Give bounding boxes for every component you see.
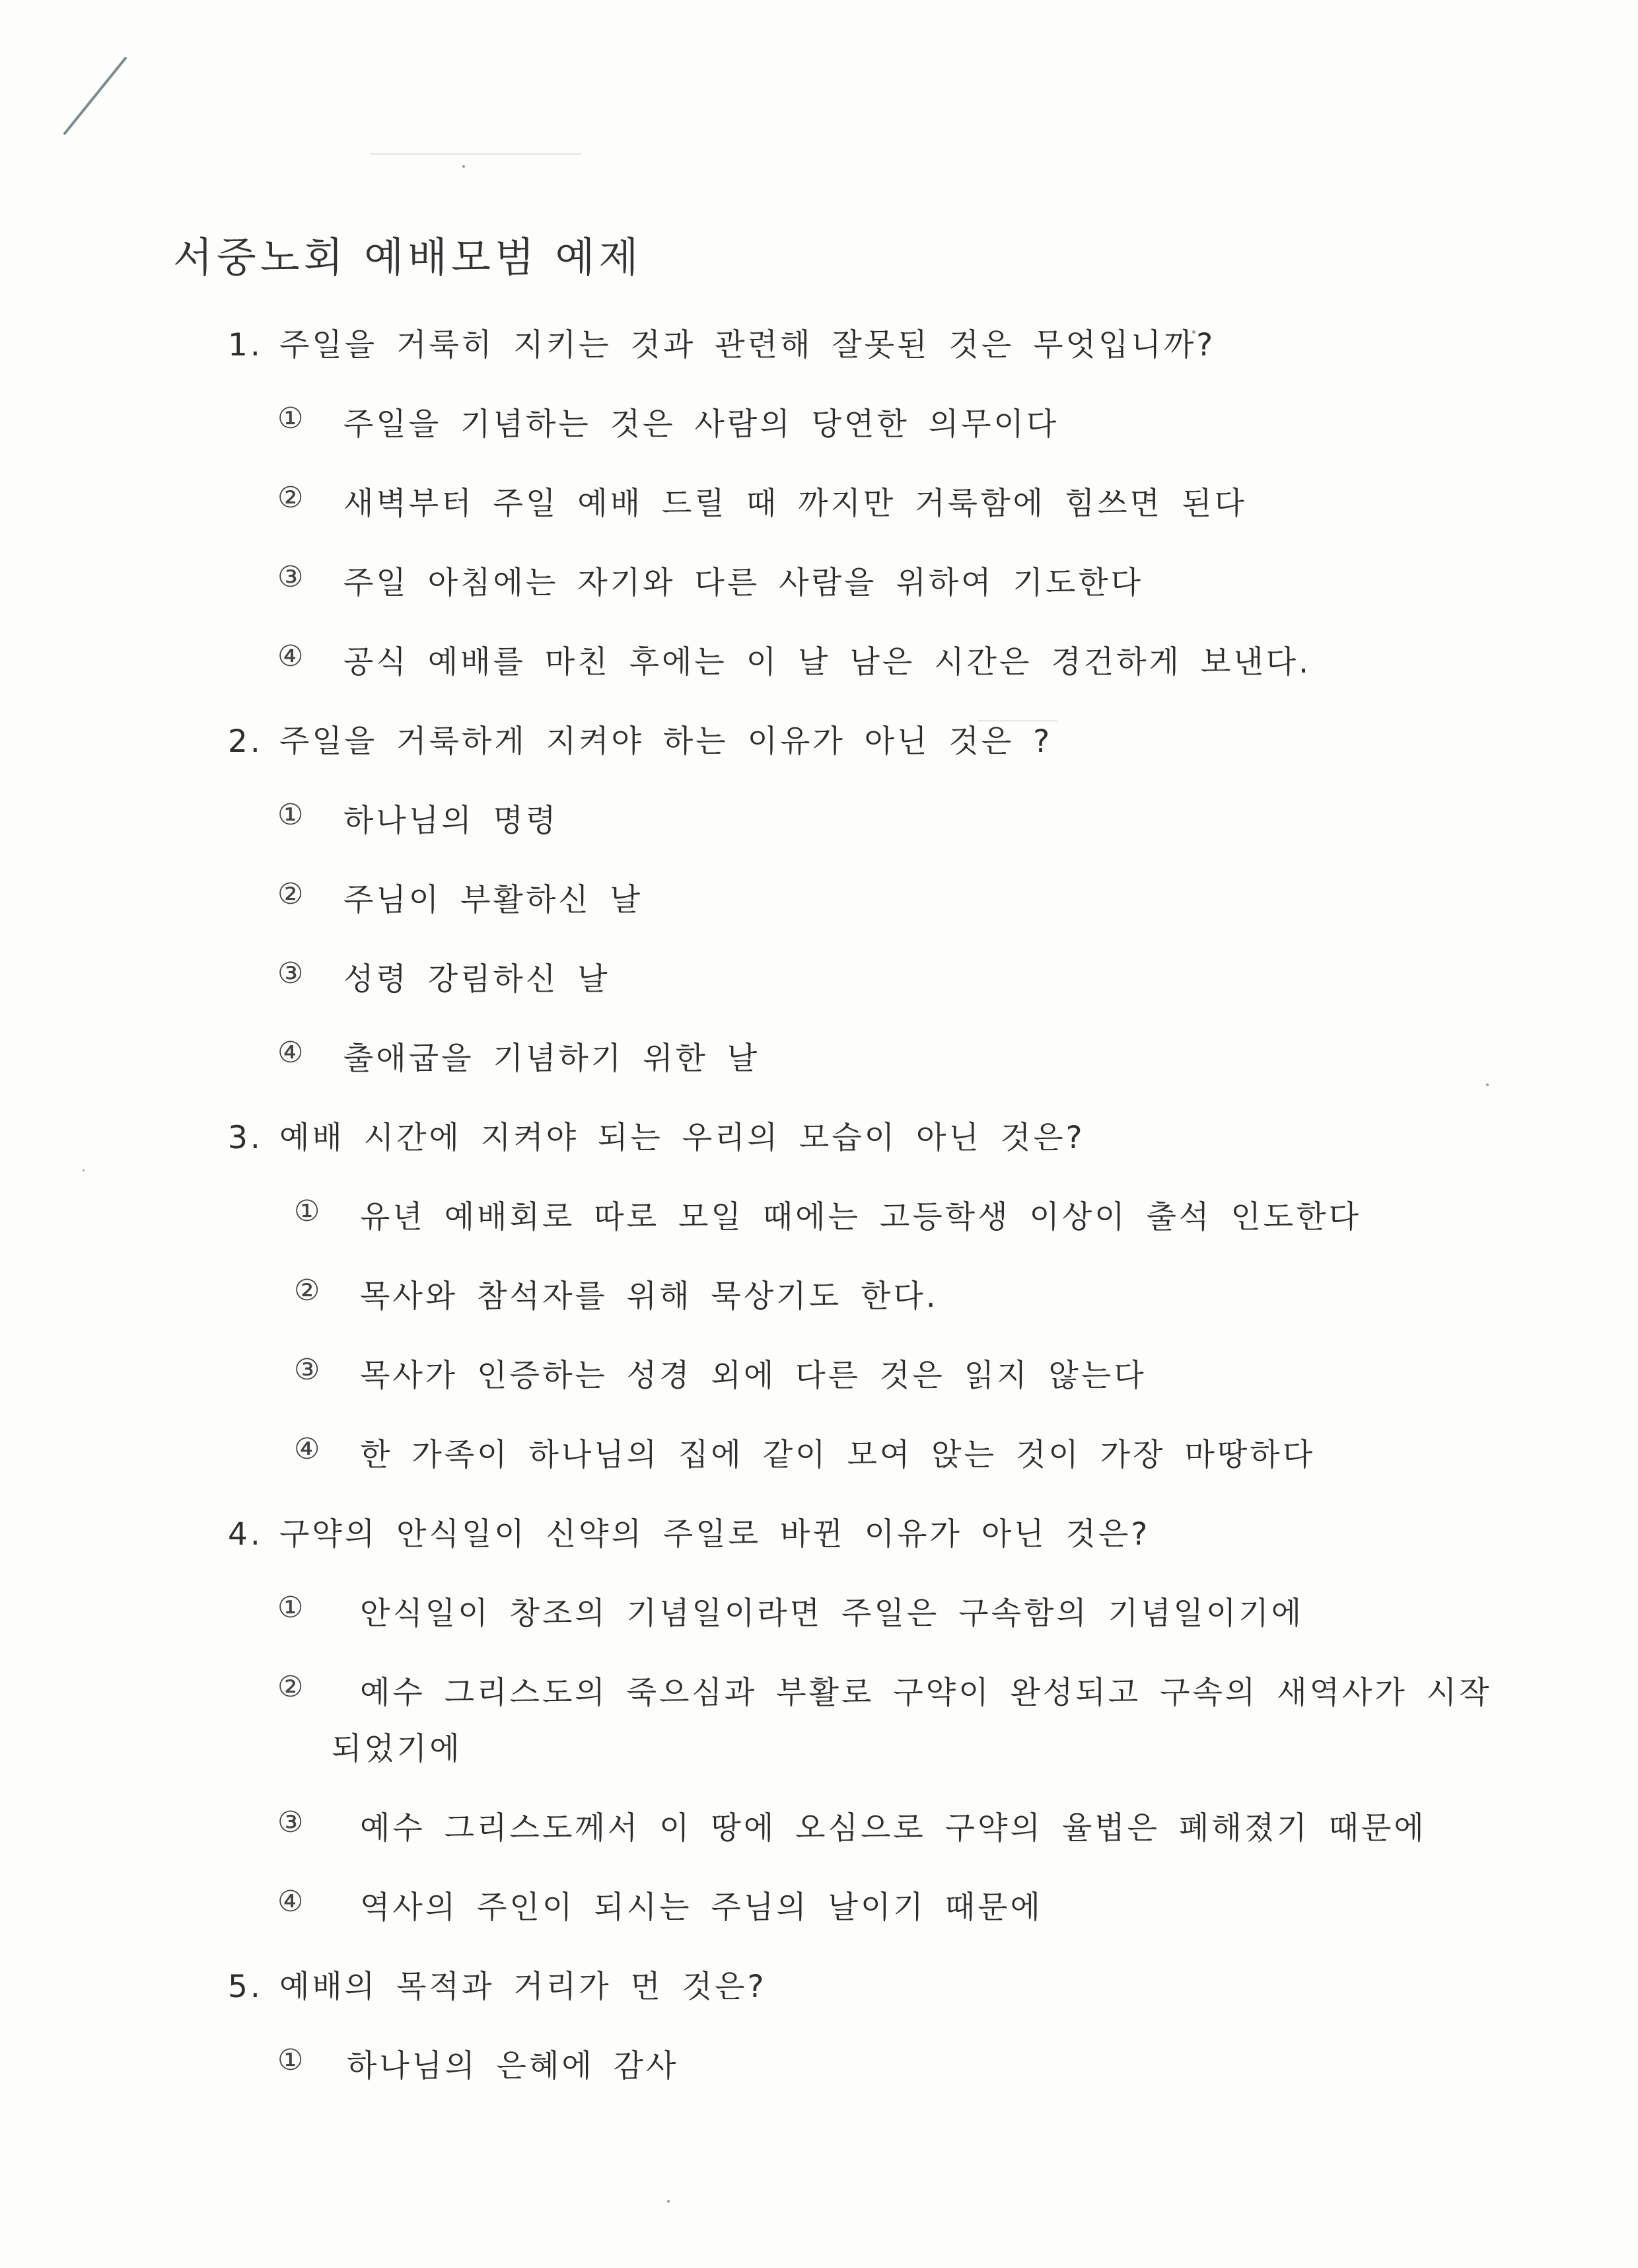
- question-2: [228, 717, 1052, 761]
- option-text: 주일 아침에는 자기와 다른 사람을 위하여 기도한다: [343, 565, 1144, 601]
- option-marker: ③: [294, 1353, 323, 1387]
- option-marker: ③: [277, 560, 306, 594]
- q4-option-1: [277, 1589, 1304, 1632]
- option-text: 역사의 주인이 되시는 주님의 날이기 때문에: [360, 1889, 1043, 1926]
- option-marker: ④: [277, 1885, 306, 1919]
- q3-option-3: [294, 1351, 1147, 1394]
- question-4: [228, 1510, 1150, 1554]
- option-marker: ④: [294, 1432, 323, 1466]
- q1-option-2: [277, 479, 1247, 522]
- option-marker: ①: [294, 1194, 323, 1228]
- pen-stroke-mark: [59, 53, 139, 139]
- option-text: 하나님의 명령: [343, 803, 559, 839]
- q1-option-4: [277, 638, 1312, 680]
- q1-option-3: [277, 558, 1144, 601]
- option-marker: ①: [277, 2043, 306, 2077]
- option-text: 공식 예배를 마친 후에는 이 날 남은 시간은 경건하게 보낸다.: [343, 644, 1312, 680]
- question-text: 구약의 안식일이 신약의 주일로 바뀐 이유가 아닌 것은?: [279, 1516, 1151, 1553]
- q2-option-3: [277, 955, 610, 998]
- scan-speck: [667, 2200, 670, 2203]
- option-text: 한 가족이 하나님의 집에 같이 모여 앉는 것이 가장 마땅하다: [360, 1437, 1316, 1473]
- q4-option-4: [277, 1883, 1043, 1926]
- q4-option-3: [277, 1804, 1427, 1847]
- option-marker: ②: [277, 1670, 306, 1704]
- q4-option-2: [277, 1668, 1492, 1711]
- scan-speck: [462, 165, 465, 168]
- question-number: 4.: [228, 1516, 263, 1553]
- page-title: 서중노회 예배모범 예제: [173, 233, 643, 281]
- option-marker: ②: [294, 1274, 323, 1307]
- option-text: 새벽부터 주일 예배 드릴 때 까지만 거룩함에 힘쓰면 된다: [343, 486, 1247, 522]
- q3-option-4: [294, 1430, 1316, 1473]
- option-text: 안식일이 창조의 기념일이라면 주일은 구속함의 기념일이기에: [360, 1595, 1304, 1632]
- option-text: 성령 강림하신 날: [343, 961, 610, 998]
- option-text: 목사와 참석자를 위해 묵상기도 한다.: [360, 1278, 939, 1315]
- option-text: 목사가 인증하는 성경 외에 다른 것은 읽지 않는다: [360, 1358, 1147, 1394]
- option-text: 주일을 기념하는 것은 사람의 당연한 의무이다: [343, 406, 1059, 443]
- option-marker: ①: [277, 402, 306, 435]
- option-marker: ④: [277, 1036, 306, 1070]
- question-text: 주일을 거룩하게 지켜야 하는 이유가 아닌 것은 ?: [279, 723, 1053, 760]
- option-text: 예수 그리스도께서 이 땅에 오심으로 구약의 율법은 폐해졌기 때문에: [360, 1810, 1427, 1847]
- scan-speck: [83, 1169, 85, 1171]
- q1-option-1: [277, 400, 1059, 443]
- question-text: 예배의 목적과 거리가 먼 것은?: [279, 1969, 767, 2005]
- option-marker: ③: [277, 1806, 306, 1839]
- question-3: [228, 1113, 1085, 1157]
- question-1: [228, 320, 1215, 365]
- option-text: 출애굽을 기념하기 위한 날: [343, 1041, 760, 1077]
- option-text: 유년 예배회로 따로 모일 때에는 고등학생 이상이 출석 인도한다: [360, 1199, 1361, 1235]
- scan-artifact-line: [370, 153, 581, 155]
- q3-option-1: [294, 1192, 1361, 1235]
- question-number: 1.: [228, 327, 263, 363]
- question-5: [228, 1962, 767, 2006]
- q2-option-1: [277, 796, 559, 839]
- option-marker: ①: [277, 798, 306, 832]
- option-marker: ②: [277, 877, 306, 911]
- option-marker: ②: [277, 481, 306, 515]
- question-number: 2.: [228, 723, 263, 760]
- scan-speck: [1486, 1083, 1489, 1086]
- q5-option-1: [277, 2041, 679, 2084]
- q2-option-4: [277, 1034, 760, 1077]
- q2-option-2: [277, 875, 643, 918]
- question-text: 예배 시간에 지켜야 되는 우리의 모습이 아닌 것은?: [279, 1120, 1085, 1156]
- option-text: 하나님의 은혜에 감사: [347, 2048, 679, 2084]
- option-marker: ④: [277, 640, 306, 673]
- q3-option-2: [294, 1272, 939, 1315]
- q4-option-2-continuation: 되었기에: [332, 1731, 462, 1767]
- option-marker: ①: [277, 1591, 306, 1625]
- option-text: 주님이 부활하신 날: [343, 882, 643, 918]
- option-text: 예수 그리스도의 죽으심과 부활로 구약이 완성되고 구속의 새역사가 시작: [360, 1675, 1492, 1711]
- question-number: 5.: [228, 1969, 263, 2005]
- question-number: 3.: [228, 1120, 263, 1156]
- option-marker: ③: [277, 957, 306, 990]
- question-text: 주일을 거룩히 지키는 것과 관련해 잘못된 것은 무엇입니까?: [279, 327, 1216, 363]
